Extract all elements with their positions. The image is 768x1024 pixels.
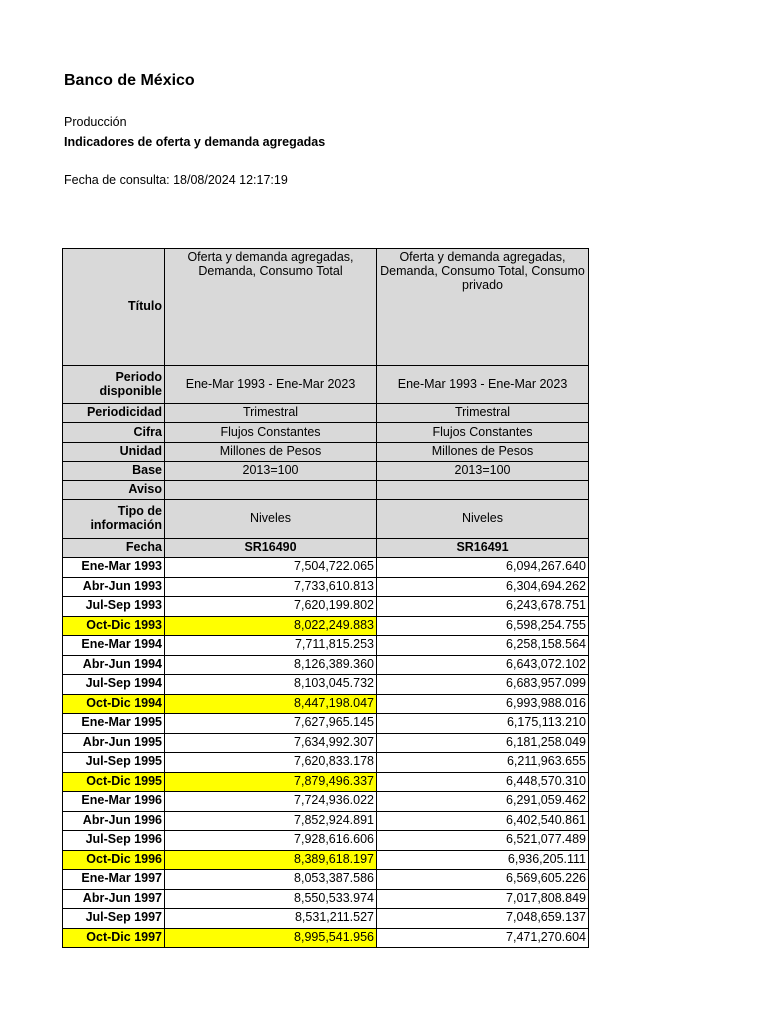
row-date: Jul-Sep 1996 <box>63 831 165 851</box>
table-row <box>63 811 589 831</box>
series-table <box>62 248 589 948</box>
meta-label: Periodicidad <box>63 404 165 423</box>
row-date: Ene-Mar 1994 <box>63 636 165 656</box>
table-row <box>63 850 589 870</box>
value-sr16490: 8,550,533.974 <box>165 889 377 909</box>
value-sr16491: 6,181,258.049 <box>377 733 589 753</box>
series-id-b: SR16491 <box>377 539 589 558</box>
value-sr16490: 8,995,541.956 <box>165 928 377 948</box>
column-header-fecha: Fecha <box>63 539 165 558</box>
value-sr16490: 7,711,815.253 <box>165 636 377 656</box>
table-row <box>63 616 589 636</box>
value-sr16490: 8,447,198.047 <box>165 694 377 714</box>
meta-row-periodicidad <box>63 404 589 423</box>
meta-row-base <box>63 462 589 481</box>
meta-value: 2013=100 <box>165 462 377 481</box>
meta-label: Tipo de información <box>63 500 165 539</box>
value-sr16490: 7,733,610.813 <box>165 577 377 597</box>
meta-value: 2013=100 <box>377 462 589 481</box>
section-label: Producción <box>64 115 127 129</box>
page-title: Banco de México <box>64 72 195 89</box>
value-sr16491: 6,304,694.262 <box>377 577 589 597</box>
table-row <box>63 753 589 773</box>
meta-value: Niveles <box>377 500 589 539</box>
table-row <box>63 772 589 792</box>
row-date: Oct-Dic 1993 <box>63 616 165 636</box>
table-row <box>63 655 589 675</box>
series-id-a: SR16490 <box>165 539 377 558</box>
meta-label: Título <box>63 249 165 366</box>
table-row <box>63 577 589 597</box>
table-row <box>63 636 589 656</box>
value-sr16491: 6,175,113.210 <box>377 714 589 734</box>
value-sr16490: 7,504,722.065 <box>165 558 377 578</box>
row-date: Jul-Sep 1997 <box>63 909 165 929</box>
series-title-b: Oferta y demanda agregadas, Demanda, Consumo Total, Consumo privado <box>377 249 589 366</box>
meta-value <box>165 481 377 500</box>
row-date: Abr-Jun 1997 <box>63 889 165 909</box>
row-date: Abr-Jun 1994 <box>63 655 165 675</box>
row-date: Abr-Jun 1995 <box>63 733 165 753</box>
meta-row-aviso <box>63 481 589 500</box>
meta-value: Millones de Pesos <box>377 443 589 462</box>
meta-row-titulo <box>63 249 589 366</box>
value-sr16491: 6,243,678.751 <box>377 597 589 617</box>
value-sr16491: 6,448,570.310 <box>377 772 589 792</box>
value-sr16491: 6,598,254.755 <box>377 616 589 636</box>
value-sr16490: 8,531,211.527 <box>165 909 377 929</box>
meta-row-tipo <box>63 500 589 539</box>
value-sr16490: 7,620,199.802 <box>165 597 377 617</box>
meta-value: Ene-Mar 1993 - Ene-Mar 2023 <box>377 366 589 404</box>
row-date: Abr-Jun 1993 <box>63 577 165 597</box>
table-row <box>63 870 589 890</box>
meta-label: Unidad <box>63 443 165 462</box>
value-sr16491: 6,258,158.564 <box>377 636 589 656</box>
table-row <box>63 558 589 578</box>
value-sr16491: 6,402,540.861 <box>377 811 589 831</box>
value-sr16490: 8,022,249.883 <box>165 616 377 636</box>
meta-label: Aviso <box>63 481 165 500</box>
meta-label: Periodo disponible <box>63 366 165 404</box>
meta-value: Millones de Pesos <box>165 443 377 462</box>
value-sr16491: 6,683,957.099 <box>377 675 589 695</box>
value-sr16491: 7,048,659.137 <box>377 909 589 929</box>
table-row <box>63 909 589 929</box>
table-row <box>63 694 589 714</box>
value-sr16491: 6,569,605.226 <box>377 870 589 890</box>
table-row <box>63 792 589 812</box>
meta-value: Trimestral <box>377 404 589 423</box>
row-date: Oct-Dic 1997 <box>63 928 165 948</box>
value-sr16490: 7,724,936.022 <box>165 792 377 812</box>
meta-row-unidad <box>63 443 589 462</box>
table-row <box>63 889 589 909</box>
row-date: Oct-Dic 1994 <box>63 694 165 714</box>
meta-value <box>377 481 589 500</box>
value-sr16490: 7,928,616.606 <box>165 831 377 851</box>
meta-value: Flujos Constantes <box>377 423 589 443</box>
value-sr16490: 8,389,618.197 <box>165 850 377 870</box>
value-sr16490: 8,126,389.360 <box>165 655 377 675</box>
table-row <box>63 928 589 948</box>
meta-value: Ene-Mar 1993 - Ene-Mar 2023 <box>165 366 377 404</box>
meta-row-periodo <box>63 366 589 404</box>
row-date: Abr-Jun 1996 <box>63 811 165 831</box>
report-subtitle: Indicadores de oferta y demanda agregadas <box>64 135 326 149</box>
row-date: Jul-Sep 1993 <box>63 597 165 617</box>
table-row <box>63 675 589 695</box>
row-date: Ene-Mar 1995 <box>63 714 165 734</box>
row-date: Ene-Mar 1997 <box>63 870 165 890</box>
meta-row-fecha <box>63 539 589 558</box>
value-sr16491: 6,211,963.655 <box>377 753 589 773</box>
value-sr16490: 7,634,992.307 <box>165 733 377 753</box>
table-row <box>63 714 589 734</box>
query-date: Fecha de consulta: 18/08/2024 12:17:19 <box>64 173 288 187</box>
value-sr16491: 7,471,270.604 <box>377 928 589 948</box>
meta-value: Trimestral <box>165 404 377 423</box>
table-row <box>63 831 589 851</box>
value-sr16490: 8,053,387.586 <box>165 870 377 890</box>
value-sr16491: 6,291,059.462 <box>377 792 589 812</box>
meta-label: Cifra <box>63 423 165 443</box>
value-sr16491: 6,521,077.489 <box>377 831 589 851</box>
row-date: Jul-Sep 1994 <box>63 675 165 695</box>
meta-value: Flujos Constantes <box>165 423 377 443</box>
meta-row-cifra <box>63 423 589 443</box>
value-sr16490: 7,620,833.178 <box>165 753 377 773</box>
row-date: Jul-Sep 1995 <box>63 753 165 773</box>
meta-value: Niveles <box>165 500 377 539</box>
series-title-a: Oferta y demanda agregadas, Demanda, Consumo Total <box>165 249 377 366</box>
value-sr16490: 7,879,496.337 <box>165 772 377 792</box>
value-sr16491: 6,993,988.016 <box>377 694 589 714</box>
row-date: Ene-Mar 1993 <box>63 558 165 578</box>
row-date: Oct-Dic 1996 <box>63 850 165 870</box>
value-sr16490: 7,852,924.891 <box>165 811 377 831</box>
value-sr16491: 7,017,808.849 <box>377 889 589 909</box>
table-row <box>63 733 589 753</box>
value-sr16491: 6,936,205.111 <box>377 850 589 870</box>
row-date: Oct-Dic 1995 <box>63 772 165 792</box>
value-sr16491: 6,643,072.102 <box>377 655 589 675</box>
value-sr16490: 7,627,965.145 <box>165 714 377 734</box>
value-sr16491: 6,094,267.640 <box>377 558 589 578</box>
table-row <box>63 597 589 617</box>
value-sr16490: 8,103,045.732 <box>165 675 377 695</box>
row-date: Ene-Mar 1996 <box>63 792 165 812</box>
meta-label: Base <box>63 462 165 481</box>
